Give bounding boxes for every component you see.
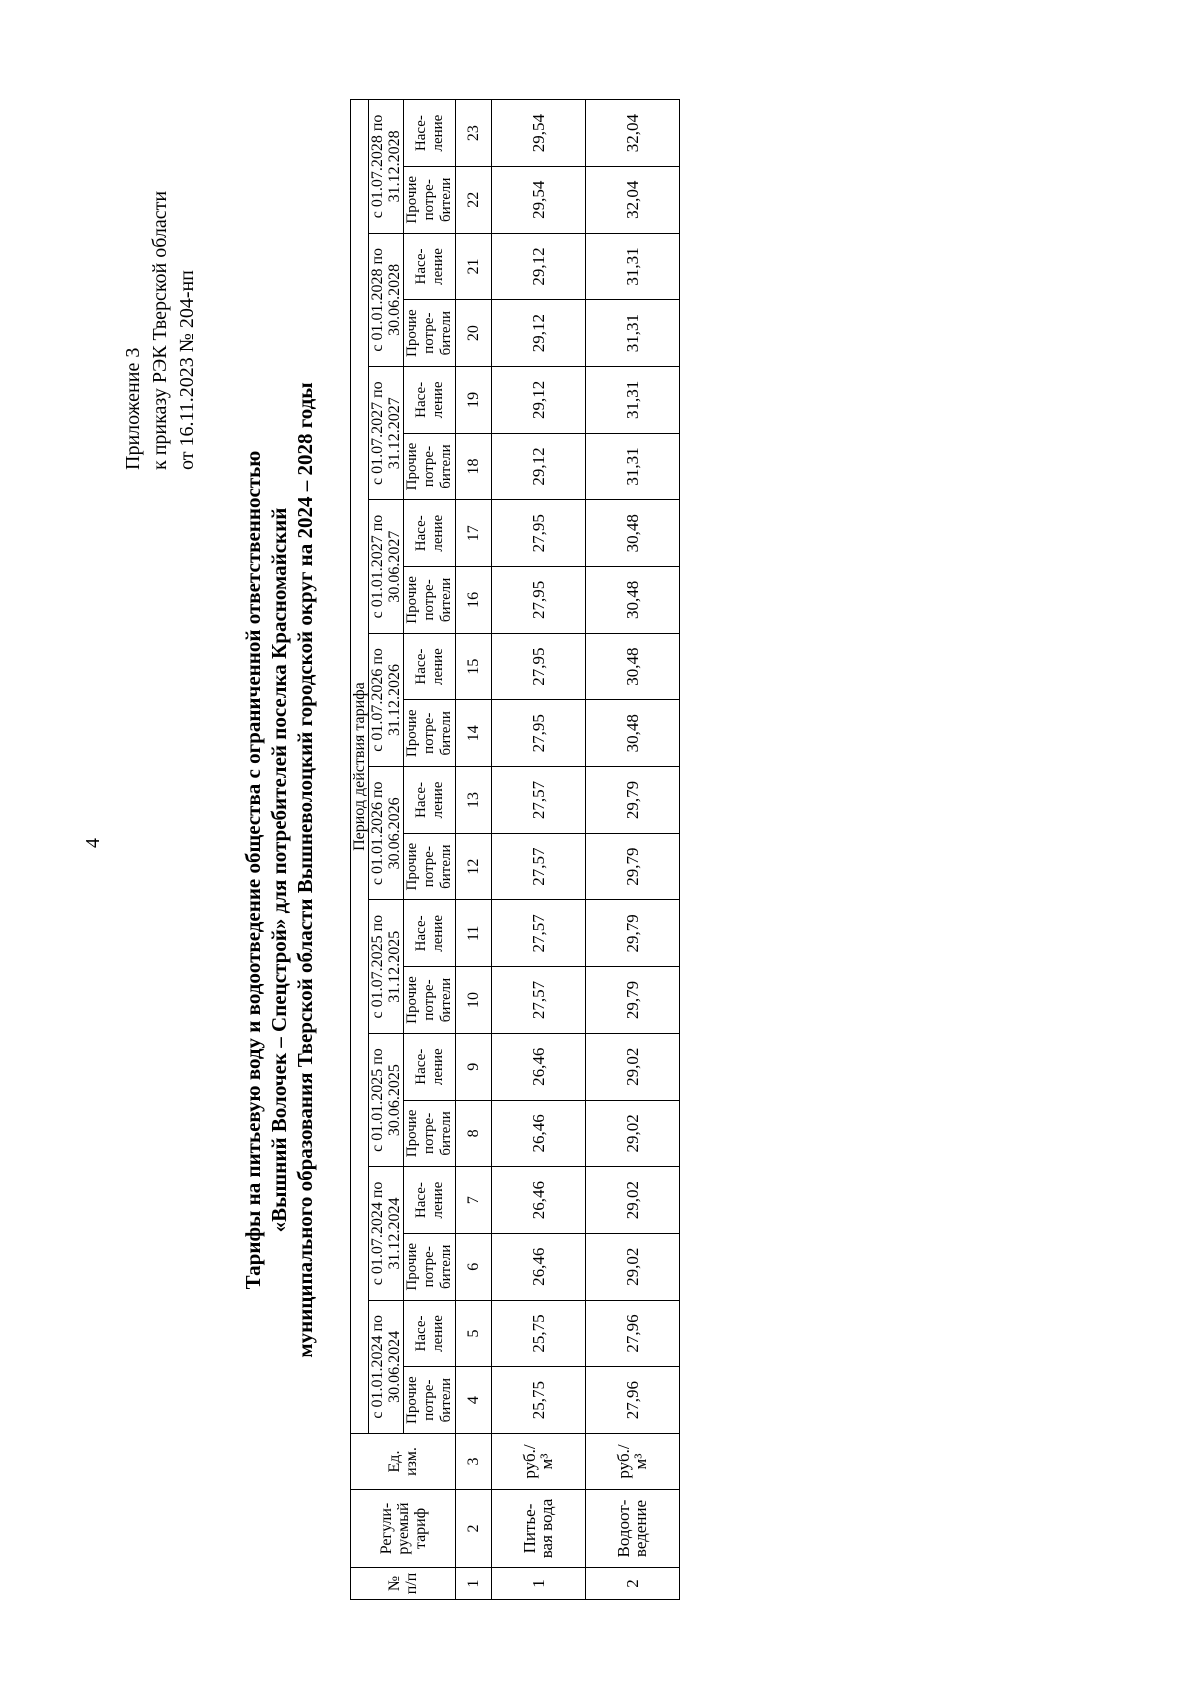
column-number: 21: [456, 233, 492, 300]
period-header: с 01.07.2026 по 31.12.2026: [369, 633, 404, 766]
subheader-population: Насе- ление: [404, 633, 456, 700]
row-tariff: Водоот- ведение: [585, 1490, 679, 1568]
column-number: 1: [456, 1568, 492, 1600]
tariff-value: 27,96: [585, 1300, 679, 1367]
column-number: 3: [456, 1434, 492, 1490]
tariff-value: 31,31: [585, 233, 679, 300]
appendix-line-3: от 16.11.2023 № 204-нп: [176, 270, 198, 470]
column-number: 15: [456, 633, 492, 700]
period-header: с 01.01.2028 по 30.06.2028: [369, 233, 404, 366]
header-subgroups-row: [404, 100, 456, 1600]
tariff-value: 29,12: [491, 300, 585, 367]
tariff-value: 27,57: [491, 900, 585, 967]
document-title: [240, 220, 318, 1520]
tariff-value: 27,95: [491, 567, 585, 634]
column-number: 13: [456, 767, 492, 834]
column-number: 9: [456, 1033, 492, 1100]
column-number: 6: [456, 1233, 492, 1300]
tariff-value: 29,12: [491, 433, 585, 500]
period-header: с 01.01.2026 по 30.06.2026: [369, 767, 404, 900]
column-number: 23: [456, 100, 492, 167]
title-line-2: «Вышний Волочек – Спецстрой» для потребителей поселка Красномайский: [267, 507, 291, 1233]
subheader-other-consumers: Прочие потре- бители: [404, 1100, 456, 1167]
subheader-population: Насе- ление: [404, 233, 456, 300]
tariff-value: 29,12: [491, 233, 585, 300]
appendix-line-1: Приложение 3: [122, 347, 144, 470]
tariff-value: 27,57: [491, 833, 585, 900]
period-header: с 01.01.2025 по 30.06.2025: [369, 1033, 404, 1166]
tariff-value: 32,04: [585, 100, 679, 167]
title-line-3: муниципального образования Тверской области Вышневолоцкий городской округ на 2024 – 2028 годы: [293, 382, 317, 1358]
tariff-value: 29,12: [491, 367, 585, 434]
subheader-other-consumers: Прочие потре- бители: [404, 300, 456, 367]
tariff-value: 29,79: [585, 967, 679, 1034]
subheader-other-consumers: Прочие потре- бители: [404, 567, 456, 634]
header-tariff: Регули- руемый тариф: [351, 1490, 456, 1568]
page-number: 4: [82, 838, 104, 848]
tariff-value: 29,54: [491, 100, 585, 167]
table-row: [491, 100, 585, 1600]
row-tariff: Питье- вая вода: [491, 1490, 585, 1568]
period-header: с 01.01.2024 по 30.06.2024: [369, 1300, 404, 1433]
tariff-value: 26,46: [491, 1033, 585, 1100]
table-body: [456, 100, 680, 1600]
period-header: с 01.01.2027 по 30.06.2027: [369, 500, 404, 633]
tariff-value: 26,46: [491, 1233, 585, 1300]
tariff-value: 30,48: [585, 500, 679, 567]
column-number: 10: [456, 967, 492, 1034]
column-number: 16: [456, 567, 492, 634]
column-number: 5: [456, 1300, 492, 1367]
tariff-value: 27,95: [491, 633, 585, 700]
tariff-value: 26,46: [491, 1167, 585, 1234]
tariff-value: 29,02: [585, 1233, 679, 1300]
row-unit: руб./ м³: [585, 1434, 679, 1490]
document-page: [60, 80, 1140, 1620]
tariff-value: 27,95: [491, 700, 585, 767]
tariff-value: 30,48: [585, 700, 679, 767]
column-number: 22: [456, 166, 492, 233]
subheader-other-consumers: Прочие потре- бители: [404, 833, 456, 900]
column-number: 19: [456, 367, 492, 434]
header-unit: Ед. изм.: [351, 1434, 456, 1490]
period-header: с 01.07.2025 по 31.12.2025: [369, 900, 404, 1033]
tariff-value: 32,04: [585, 166, 679, 233]
column-number: 14: [456, 700, 492, 767]
appendix-line-2: к приказу РЭК Тверской области: [149, 190, 171, 470]
column-number: 8: [456, 1100, 492, 1167]
column-number: 11: [456, 900, 492, 967]
subheader-other-consumers: Прочие потре- бители: [404, 433, 456, 500]
header-periods-row: [369, 100, 404, 1600]
column-number: 2: [456, 1490, 492, 1568]
tariff-value: 27,96: [585, 1367, 679, 1434]
subheader-population: Насе- ление: [404, 900, 456, 967]
column-number: 20: [456, 300, 492, 367]
subheader-other-consumers: Прочие потре- бители: [404, 1233, 456, 1300]
subheader-population: Насе- ление: [404, 100, 456, 167]
column-number: 4: [456, 1367, 492, 1434]
column-number: 18: [456, 433, 492, 500]
tariff-value: 29,79: [585, 900, 679, 967]
subheader-other-consumers: Прочие потре- бители: [404, 967, 456, 1034]
column-number-row: [456, 100, 492, 1600]
tariff-value: 27,95: [491, 500, 585, 567]
subheader-population: Насе- ление: [404, 500, 456, 567]
tariff-value: 29,79: [585, 767, 679, 834]
tariff-value: 30,48: [585, 567, 679, 634]
subheader-other-consumers: Прочие потре- бители: [404, 166, 456, 233]
header-period: Период действия тарифа: [351, 100, 369, 1434]
tariff-value: 31,31: [585, 367, 679, 434]
tariff-value: 29,02: [585, 1167, 679, 1234]
appendix-reference: [120, 80, 201, 470]
subheader-population: Насе- ление: [404, 767, 456, 834]
tariff-value: 29,02: [585, 1100, 679, 1167]
title-line-1: Тарифы на питьевую воду и водоотведение общества с ограниченной ответственностью: [241, 450, 265, 1290]
tariff-value: 29,79: [585, 833, 679, 900]
tariff-value: 29,54: [491, 166, 585, 233]
tariff-value: 26,46: [491, 1100, 585, 1167]
period-header: с 01.07.2028 по 31.12.2028: [369, 100, 404, 233]
tariff-table: [350, 99, 680, 1600]
subheader-other-consumers: Прочие потре- бители: [404, 700, 456, 767]
row-num: 1: [491, 1568, 585, 1600]
header-row-1: [351, 100, 369, 1600]
tariff-value: 29,02: [585, 1033, 679, 1100]
subheader-other-consumers: Прочие потре- бители: [404, 1367, 456, 1434]
header-num: № п/п: [351, 1568, 456, 1600]
tariff-value: 31,31: [585, 433, 679, 500]
subheader-population: Насе- ление: [404, 1033, 456, 1100]
subheader-population: Насе- ление: [404, 1167, 456, 1234]
column-number: 12: [456, 833, 492, 900]
tariff-value: 27,57: [491, 967, 585, 1034]
period-header: с 01.07.2027 по 31.12.2027: [369, 367, 404, 500]
tariff-value: 31,31: [585, 300, 679, 367]
tariff-value: 27,57: [491, 767, 585, 834]
table-row: [585, 100, 679, 1600]
column-number: 17: [456, 500, 492, 567]
subheader-population: Насе- ление: [404, 1300, 456, 1367]
tariff-value: 25,75: [491, 1300, 585, 1367]
subheader-population: Насе- ление: [404, 367, 456, 434]
tariff-value: 30,48: [585, 633, 679, 700]
period-header: с 01.07.2024 по 31.12.2024: [369, 1167, 404, 1300]
row-num: 2: [585, 1568, 679, 1600]
column-number: 7: [456, 1167, 492, 1234]
row-unit: руб./ м³: [491, 1434, 585, 1490]
tariff-value: 25,75: [491, 1367, 585, 1434]
